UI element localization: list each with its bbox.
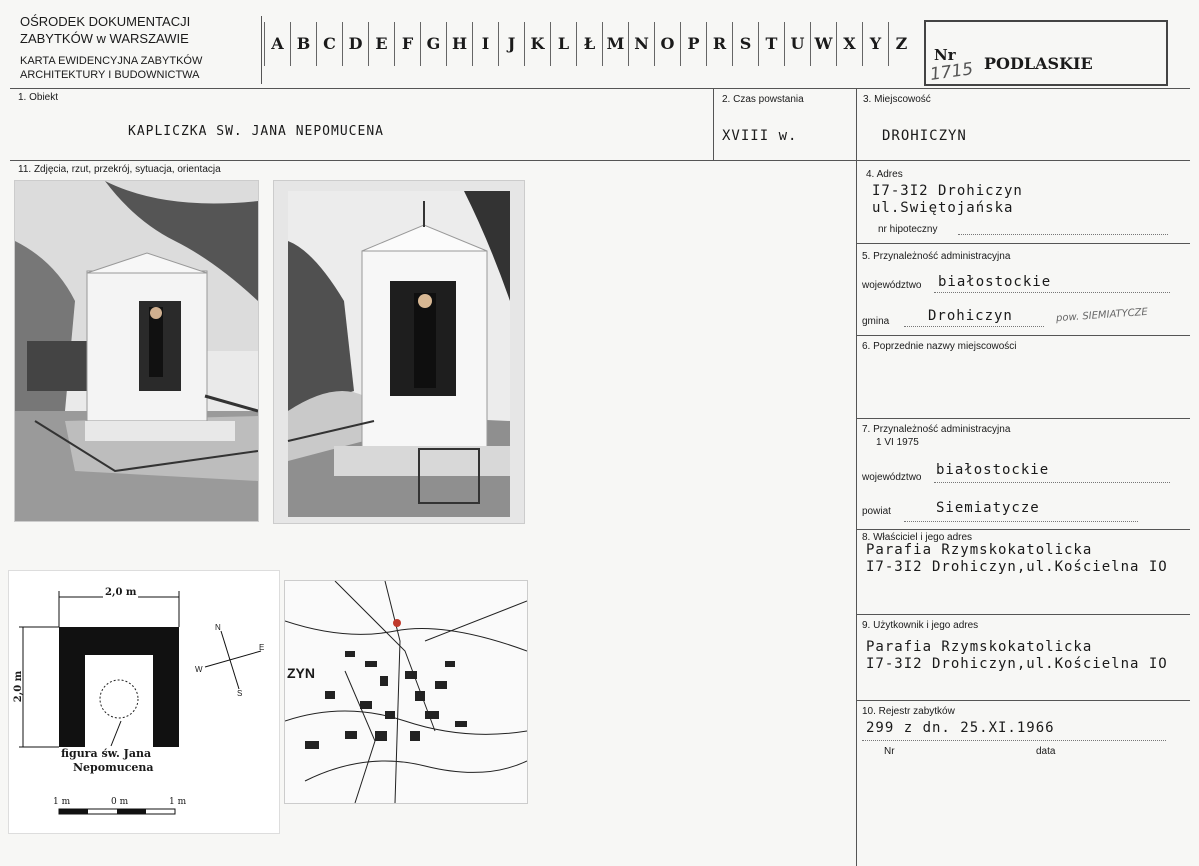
- chapel-photo-2-image: [274, 181, 524, 523]
- map-town-label: ZYN: [287, 665, 315, 681]
- index-letter-5: F: [394, 22, 420, 66]
- index-letter-9: J: [498, 22, 524, 66]
- scale-label-mid: 0 m: [111, 797, 129, 807]
- field-label-nr-hipoteczny: nr hipoteczny: [878, 224, 938, 235]
- wojewodztwo-line: [934, 292, 1170, 293]
- compass-w: W: [195, 665, 203, 674]
- photo-chapel-2: [273, 180, 525, 524]
- photo-chapel-1: [14, 180, 259, 522]
- field-label-przynaleznosc: 5. Przynależność administracyjna: [862, 251, 1011, 262]
- field-label-poprzednie-nazwy: 6. Poprzednie nazwy miejscowości: [862, 341, 1017, 352]
- scale-label-right: 1 m: [169, 797, 187, 807]
- field-value-miejscowosc: DROHICZYN: [882, 128, 967, 144]
- scale-label-left: 1 m: [53, 797, 71, 807]
- field-label-uzytkownik: 9. Użytkownik i jego adres: [862, 620, 979, 631]
- gmina-line: [904, 326, 1044, 327]
- col-divider-1: [713, 88, 714, 160]
- field-value-przynaleznosc-date: 1 VI 1975: [876, 437, 919, 448]
- index-letter-10: K: [524, 22, 550, 66]
- index-letter-14: N: [628, 22, 654, 66]
- org-name-line2: ZABYTKÓW w WARSZAWIE: [20, 31, 189, 46]
- row-rule-8: [856, 614, 1190, 615]
- region-name: PODLASKIE: [984, 54, 1093, 73]
- chapel-photo-1-image: [15, 181, 258, 521]
- card-title-line1: KARTA EWIDENCYJNA ZABYTKÓW: [20, 55, 203, 67]
- index-letter-2: C: [316, 22, 342, 66]
- field-label-wojewodztwo: województwo: [862, 280, 922, 291]
- index-letter-18: S: [732, 22, 758, 66]
- row-rule-5: [856, 335, 1190, 336]
- header-rule: [10, 88, 1190, 89]
- field-label-powiat: powiat: [862, 506, 891, 517]
- field-value-gmina: Drohiczyn: [928, 308, 1013, 324]
- index-letter-1: B: [290, 22, 316, 66]
- field-label-adres: 4. Adres: [866, 169, 903, 180]
- header-divider: [261, 16, 262, 84]
- field-label-rejestr: 10. Rejestr zabytków: [862, 706, 955, 717]
- index-letter-20: U: [784, 22, 810, 66]
- plan-drawing: [8, 570, 280, 834]
- index-letter-23: Y: [862, 22, 888, 66]
- index-letter-13: M: [602, 22, 628, 66]
- index-letter-6: G: [420, 22, 446, 66]
- index-letter-3: D: [342, 22, 368, 66]
- plan-width-label: 2,0 m: [105, 587, 137, 598]
- location-map-svg: [285, 581, 527, 803]
- field-value-wlasciciel-line2: I7-3I2 Drohiczyn,ul.Kościelna IO: [866, 559, 1168, 575]
- row-rule-9: [856, 700, 1190, 701]
- field-label-miejscowosc: 3. Miejscowość: [863, 94, 931, 105]
- plan-caption-line1: figura św. Jana: [61, 747, 152, 760]
- nr-value: 1715: [928, 59, 975, 85]
- index-letter-11: L: [550, 22, 576, 66]
- field-value-powiat: Siemiatycze: [936, 500, 1040, 516]
- field-value-wojewodztwo-2: białostockie: [936, 462, 1050, 478]
- row-rule-7: [856, 529, 1190, 530]
- nr-box: [924, 20, 1168, 86]
- index-letter-0: A: [264, 22, 290, 66]
- field-value-obiekt: KAPLICZKA SW. JANA NEPOMUCENA: [128, 124, 384, 139]
- compass-e: E: [259, 643, 265, 652]
- rejestr-line: [862, 740, 1166, 741]
- wojewodztwo-2-line: [934, 482, 1170, 483]
- field-value-rejestr: 299 z dn. 25.XI.1966: [866, 720, 1055, 736]
- field-label-zdjecia: 11. Zdjęcia, rzut, przekrój, sytuacja, orientacja: [18, 164, 221, 175]
- field-label-przynaleznosc-2: 7. Przynależność administracyjna: [862, 424, 1011, 435]
- field-value-czas: XVIII w.: [722, 128, 798, 144]
- index-letter-4: E: [368, 22, 394, 66]
- plan-drawing-svg: [9, 571, 279, 833]
- org-name-line1: OŚRODEK DOKUMENTACJI: [20, 14, 191, 29]
- nr-hipoteczny-line: [958, 234, 1168, 235]
- compass-n: N: [215, 623, 221, 632]
- index-letter-15: O: [654, 22, 680, 66]
- field-label-gmina: gmina: [862, 316, 890, 327]
- gmina-handwritten-note: pow. SIEMIATYCZE: [1055, 306, 1149, 325]
- field-label-czas: 2. Czas powstania: [722, 94, 804, 105]
- nr-label: Nr: [934, 46, 956, 64]
- field-value-wojewodztwo: białostockie: [938, 274, 1052, 290]
- index-letter-16: P: [680, 22, 706, 66]
- index-letter-22: X: [836, 22, 862, 66]
- index-letter-7: H: [446, 22, 472, 66]
- field-value-wlasciciel-line1: Parafia Rzymskokatolicka: [866, 542, 1093, 558]
- field-label-obiekt: 1. Obiekt: [18, 92, 59, 103]
- row-rule-4: [856, 243, 1190, 244]
- index-letter-24: Z: [888, 22, 914, 66]
- field-label-rejestr-nr: Nr: [884, 746, 895, 757]
- location-map: [284, 580, 528, 804]
- right-column-divider: [856, 88, 857, 866]
- card-title-line2: ARCHITEKTURY I BUDOWNICTWA: [20, 69, 200, 81]
- field-label-rejestr-data: data: [1036, 746, 1056, 757]
- index-letter-21: W: [810, 22, 836, 66]
- field-value-adres-line1: I7-3I2 Drohiczyn: [872, 183, 1023, 199]
- index-letter-12: Ł: [576, 22, 602, 66]
- plan-height-label: 2,0 m: [13, 670, 25, 703]
- index-letter-19: T: [758, 22, 784, 66]
- row-rule-6: [856, 418, 1190, 419]
- field-value-adres-line2: ul.Swiętojańska: [872, 200, 1014, 216]
- plan-caption-line2: Nepomucena: [73, 761, 154, 774]
- index-letter-8: I: [472, 22, 498, 66]
- field-value-uzytkownik-line1: Parafia Rzymskokatolicka: [866, 639, 1093, 655]
- row1-rule: [10, 160, 1190, 161]
- field-label-wojewodztwo-2: województwo: [862, 472, 922, 483]
- alphabet-index: [264, 22, 914, 66]
- index-letter-17: R: [706, 22, 732, 66]
- field-value-uzytkownik-line2: I7-3I2 Drohiczyn,ul.Kościelna IO: [866, 656, 1168, 672]
- compass-s: S: [237, 689, 243, 698]
- powiat-line: [904, 521, 1138, 522]
- field-label-wlasciciel: 8. Właściciel i jego adres: [862, 532, 973, 543]
